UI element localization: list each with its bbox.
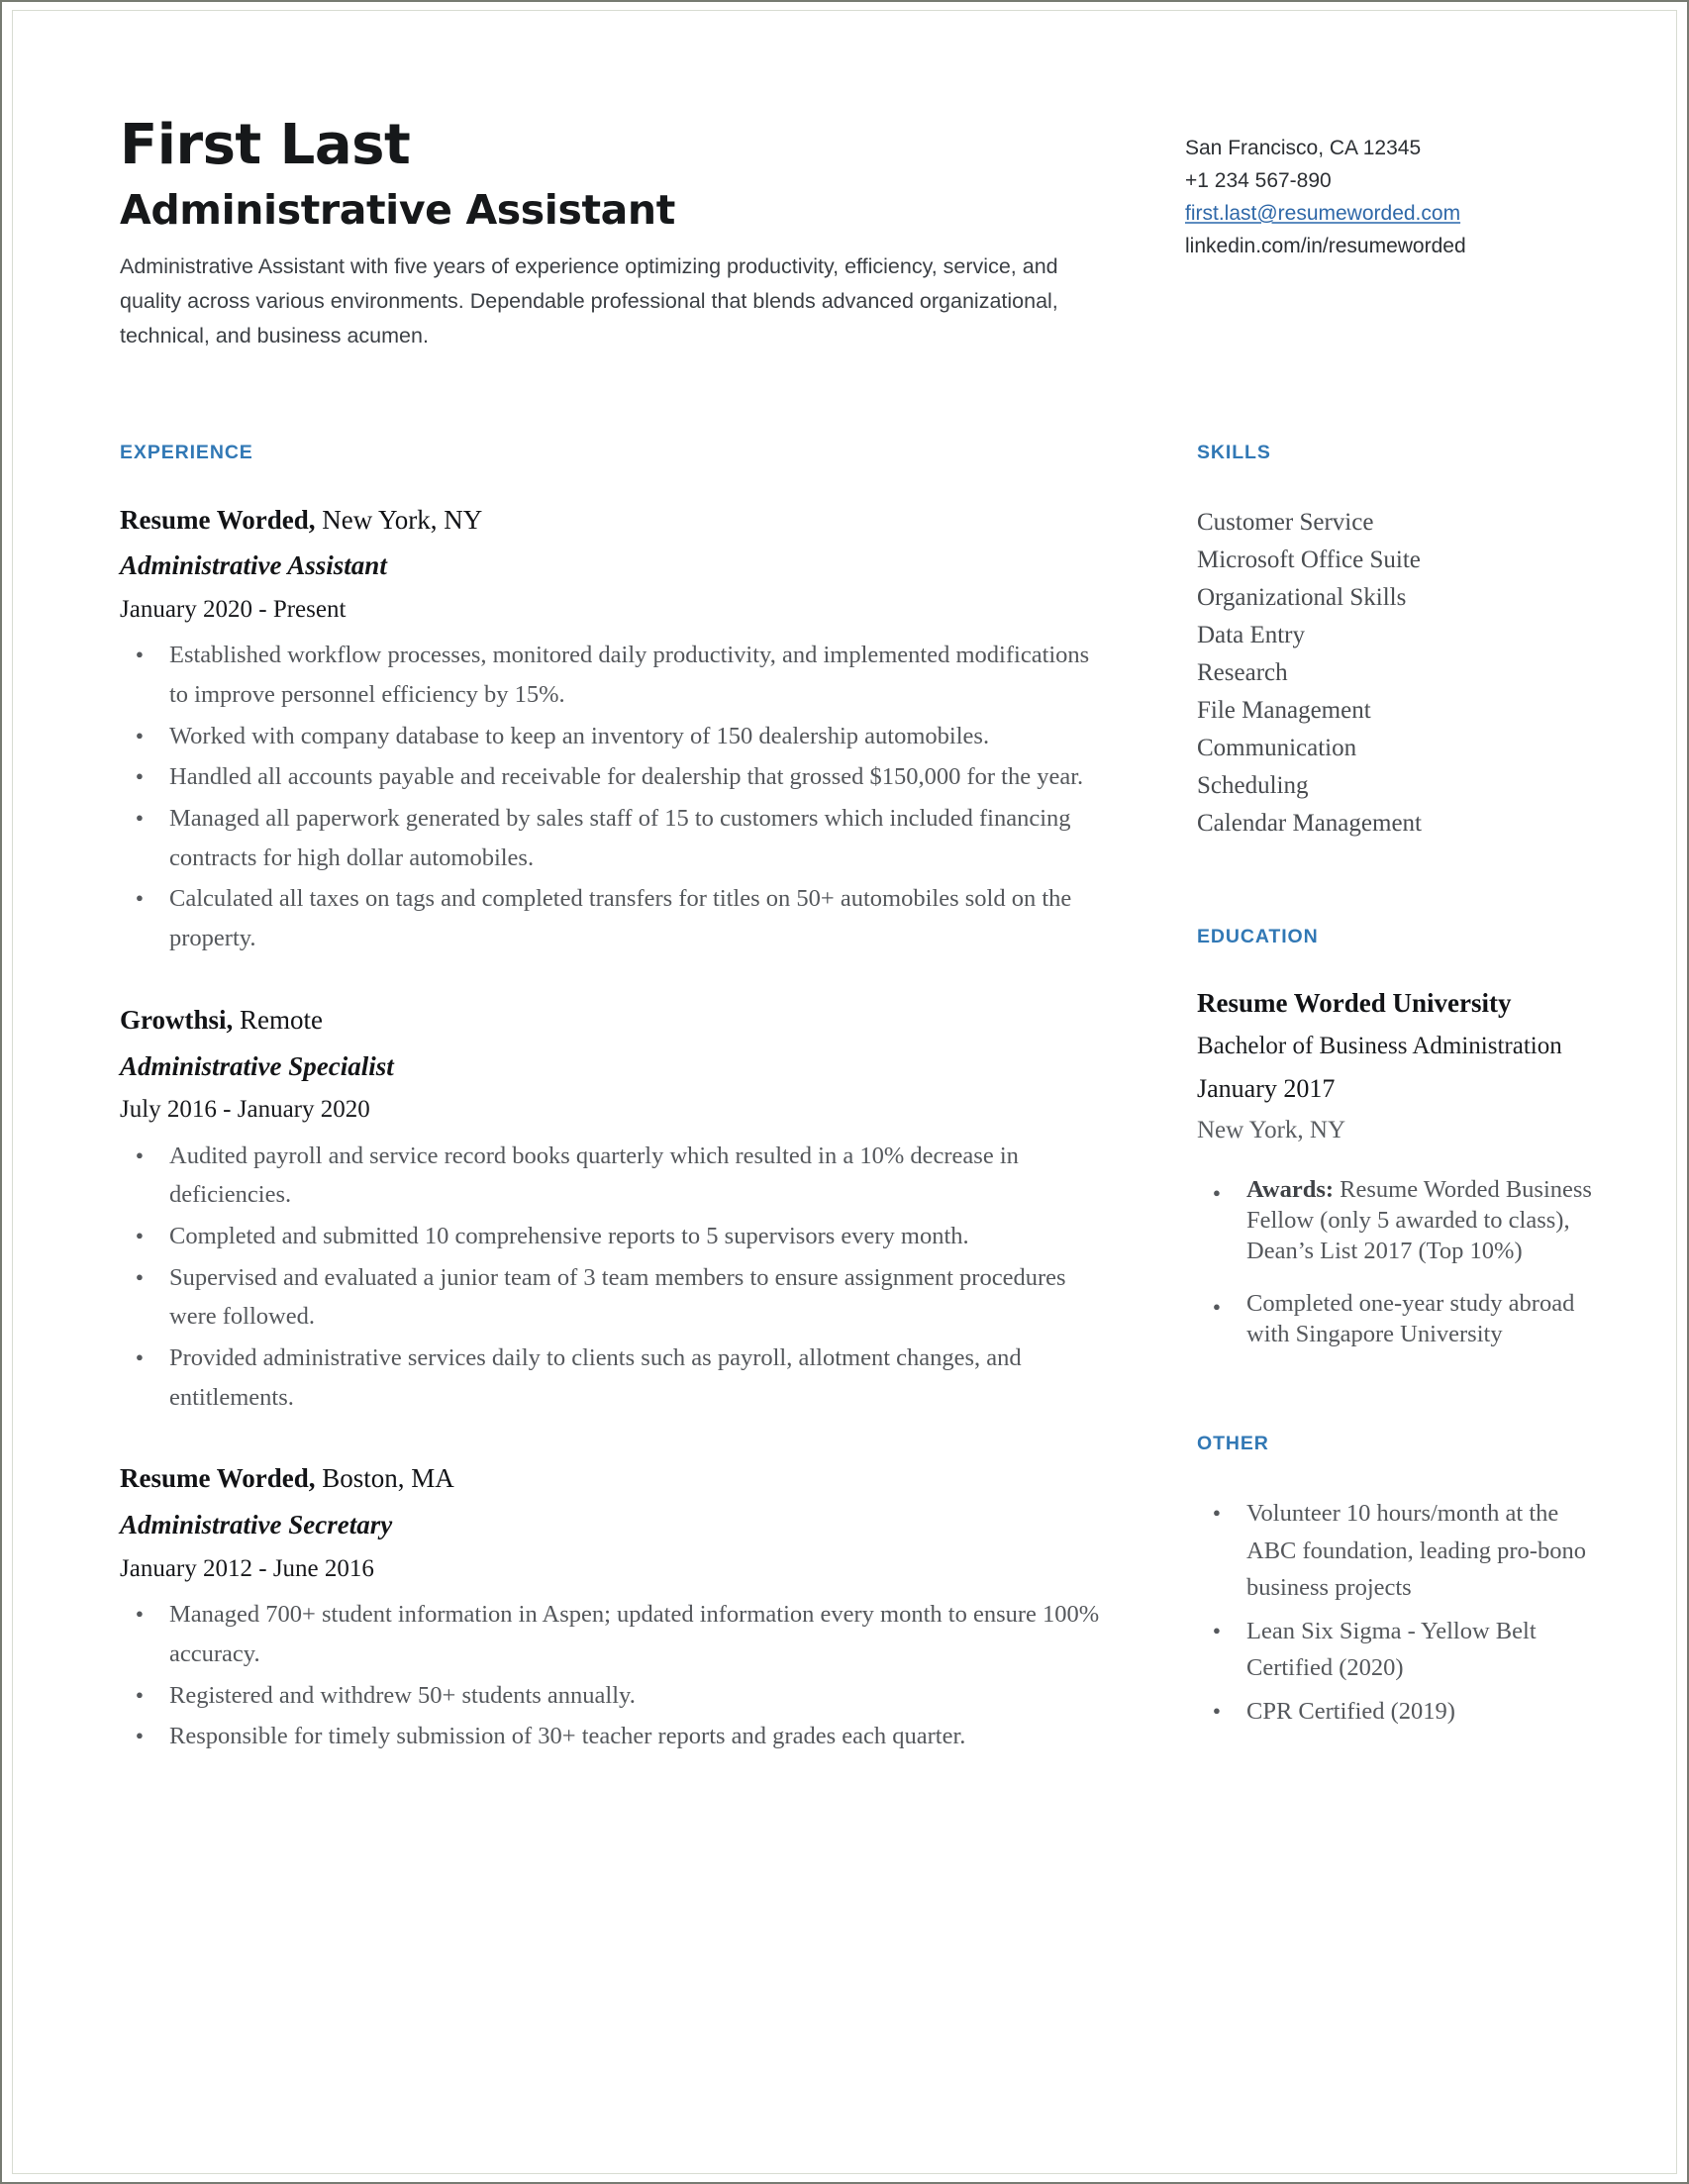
- section-heading-education: EDUCATION: [1197, 925, 1319, 947]
- section-heading-experience: EXPERIENCE: [120, 441, 253, 463]
- experience-role: Administrative Assistant: [120, 550, 387, 581]
- experience-item: [120, 1004, 1110, 1418]
- experience-bullet: ● Completed and submitted 10 comprehensive reports to 5 supervisors every month.: [120, 1217, 1110, 1256]
- candidate-name: First Last: [120, 113, 411, 177]
- professional-summary: Administrative Assistant with five years of experience optimizing productivity, efficiency, service, and quality across various environments. Dependable professional that blends advanced organizational, technical, and business acumen.: [120, 253, 1058, 348]
- education-bullet-text: Resume Worded Business Fellow (only 5 awarded to class), Dean’s List 2017 (Top 10%): [1246, 1176, 1592, 1264]
- experience-bullet: ● Responsible for timely submission of 30+ teacher reports and grades each quarter.: [120, 1717, 1110, 1756]
- skill-item: File Management: [1197, 696, 1371, 724]
- experience-location: Boston, MA: [315, 1463, 454, 1494]
- experience-dates: January 2020 - Present: [120, 596, 347, 624]
- other-bullet: ● Volunteer 10 hours/month at the ABC foundation, leading pro-bono business projects: [1197, 1495, 1593, 1606]
- contact-location: San Francisco, CA 12345: [1185, 137, 1422, 159]
- skill-item: Research: [1197, 658, 1288, 686]
- experience-dates: January 2012 - June 2016: [120, 1554, 374, 1582]
- experience-company: Growthsi,: [120, 1004, 234, 1035]
- section-heading-other: OTHER: [1197, 1433, 1269, 1455]
- experience-bullet-list: [120, 1595, 1110, 1756]
- skills-section: [1197, 442, 1593, 843]
- experience-bullet: ● Managed all paperwork generated by sales staff of 15 to customers which included financing contracts for high dollar automobiles.: [120, 799, 1110, 877]
- skill-item: Customer Service: [1197, 508, 1374, 536]
- skill-item: Organizational Skills: [1197, 583, 1407, 611]
- experience-company: Resume Worded,: [120, 1463, 316, 1494]
- education-degree: Bachelor of Business Administration: [1197, 1032, 1562, 1059]
- resume-header: [120, 115, 1581, 354]
- other-bullet-list: [1197, 1495, 1593, 1730]
- contact-linkedin[interactable]: linkedin.com/in/resumeworded: [1185, 234, 1466, 257]
- experience-item: [120, 1462, 1110, 1756]
- education-bullet-label: Awards:: [1246, 1176, 1335, 1204]
- contact-phone: +1 234 567-890: [1185, 168, 1332, 192]
- skill-item: Data Entry: [1197, 621, 1305, 648]
- experience-bullet: ● Supervised and evaluated a junior team of 3 team members to ensure assignment procedures were followed.: [120, 1258, 1110, 1337]
- experience-role: Administrative Specialist: [120, 1050, 394, 1081]
- experience-bullet: ● Calculated all taxes on tags and completed transfers for titles on 50+ automobiles sold on the property.: [120, 879, 1110, 957]
- experience-bullet-list: [120, 1137, 1110, 1418]
- other-bullet: ● CPR Certified (2019): [1197, 1693, 1593, 1730]
- experience-bullet: ● Audited payroll and service record books quarterly which resulted in a 10% decrease in deficiencies.: [120, 1137, 1110, 1215]
- experience-company-line: [120, 1004, 1110, 1038]
- experience-bullet: ● Worked with company database to keep an inventory of 150 dealership automobiles.: [120, 717, 1110, 756]
- skill-item: Calendar Management: [1197, 809, 1422, 837]
- main-column: [120, 442, 1110, 1758]
- experience-company-line: [120, 1462, 1110, 1496]
- experience-company: Resume Worded,: [120, 504, 316, 535]
- skill-item: Communication: [1197, 734, 1357, 761]
- experience-bullet-list: [120, 636, 1110, 958]
- experience-bullet: ● Provided administrative services daily to clients such as payroll, allotment changes, and entitlements.: [120, 1339, 1110, 1417]
- other-bullet: ● Lean Six Sigma - Yellow Belt Certified (2020): [1197, 1613, 1593, 1687]
- education-location: New York, NY: [1197, 1117, 1346, 1144]
- experience-list: [120, 504, 1110, 1756]
- resume-content: [12, 10, 1677, 2174]
- other-section: [1197, 1433, 1593, 1730]
- section-heading-skills: SKILLS: [1197, 441, 1271, 463]
- experience-bullet: ● Established workflow processes, monitored daily productivity, and implemented modifications to improve personnel efficiency by 15%.: [120, 636, 1110, 714]
- experience-bullet: ● Handled all accounts payable and receivable for dealership that grossed $150,000 for the year.: [120, 757, 1110, 797]
- header-left-block: [120, 115, 1115, 354]
- experience-company-line: [120, 504, 1110, 538]
- education-bullet-list: [1197, 1175, 1593, 1349]
- candidate-job-title: Administrative Assistant: [120, 185, 675, 234]
- education-bullet-text: Completed one-year study abroad with Singapore University: [1246, 1289, 1575, 1347]
- experience-role: Administrative Secretary: [120, 1510, 393, 1540]
- experience-bullet: ● Managed 700+ student information in Aspen; updated information every month to ensure 100% accuracy.: [120, 1595, 1110, 1673]
- sidebar-column: [1197, 442, 1593, 1758]
- skills-list: [1197, 504, 1593, 843]
- education-bullet: [1197, 1175, 1593, 1267]
- skill-item: Scheduling: [1197, 771, 1309, 799]
- experience-item: [120, 504, 1110, 958]
- education-date: January 2017: [1197, 1073, 1336, 1103]
- experience-dates: July 2016 - January 2020: [120, 1096, 370, 1124]
- experience-location: Remote: [233, 1004, 323, 1035]
- resume-body: [120, 441, 1592, 1758]
- experience-bullet: ● Registered and withdrew 50+ students annually.: [120, 1676, 1110, 1716]
- education-section: [1197, 926, 1593, 1350]
- education-school: Resume Worded University: [1197, 987, 1512, 1018]
- contact-email-link[interactable]: first.last@resumeworded.com: [1185, 201, 1461, 225]
- experience-location: New York, NY: [315, 504, 483, 535]
- education-bullet: [1197, 1289, 1593, 1350]
- contact-block: [1185, 115, 1581, 263]
- skill-item: Microsoft Office Suite: [1197, 546, 1421, 573]
